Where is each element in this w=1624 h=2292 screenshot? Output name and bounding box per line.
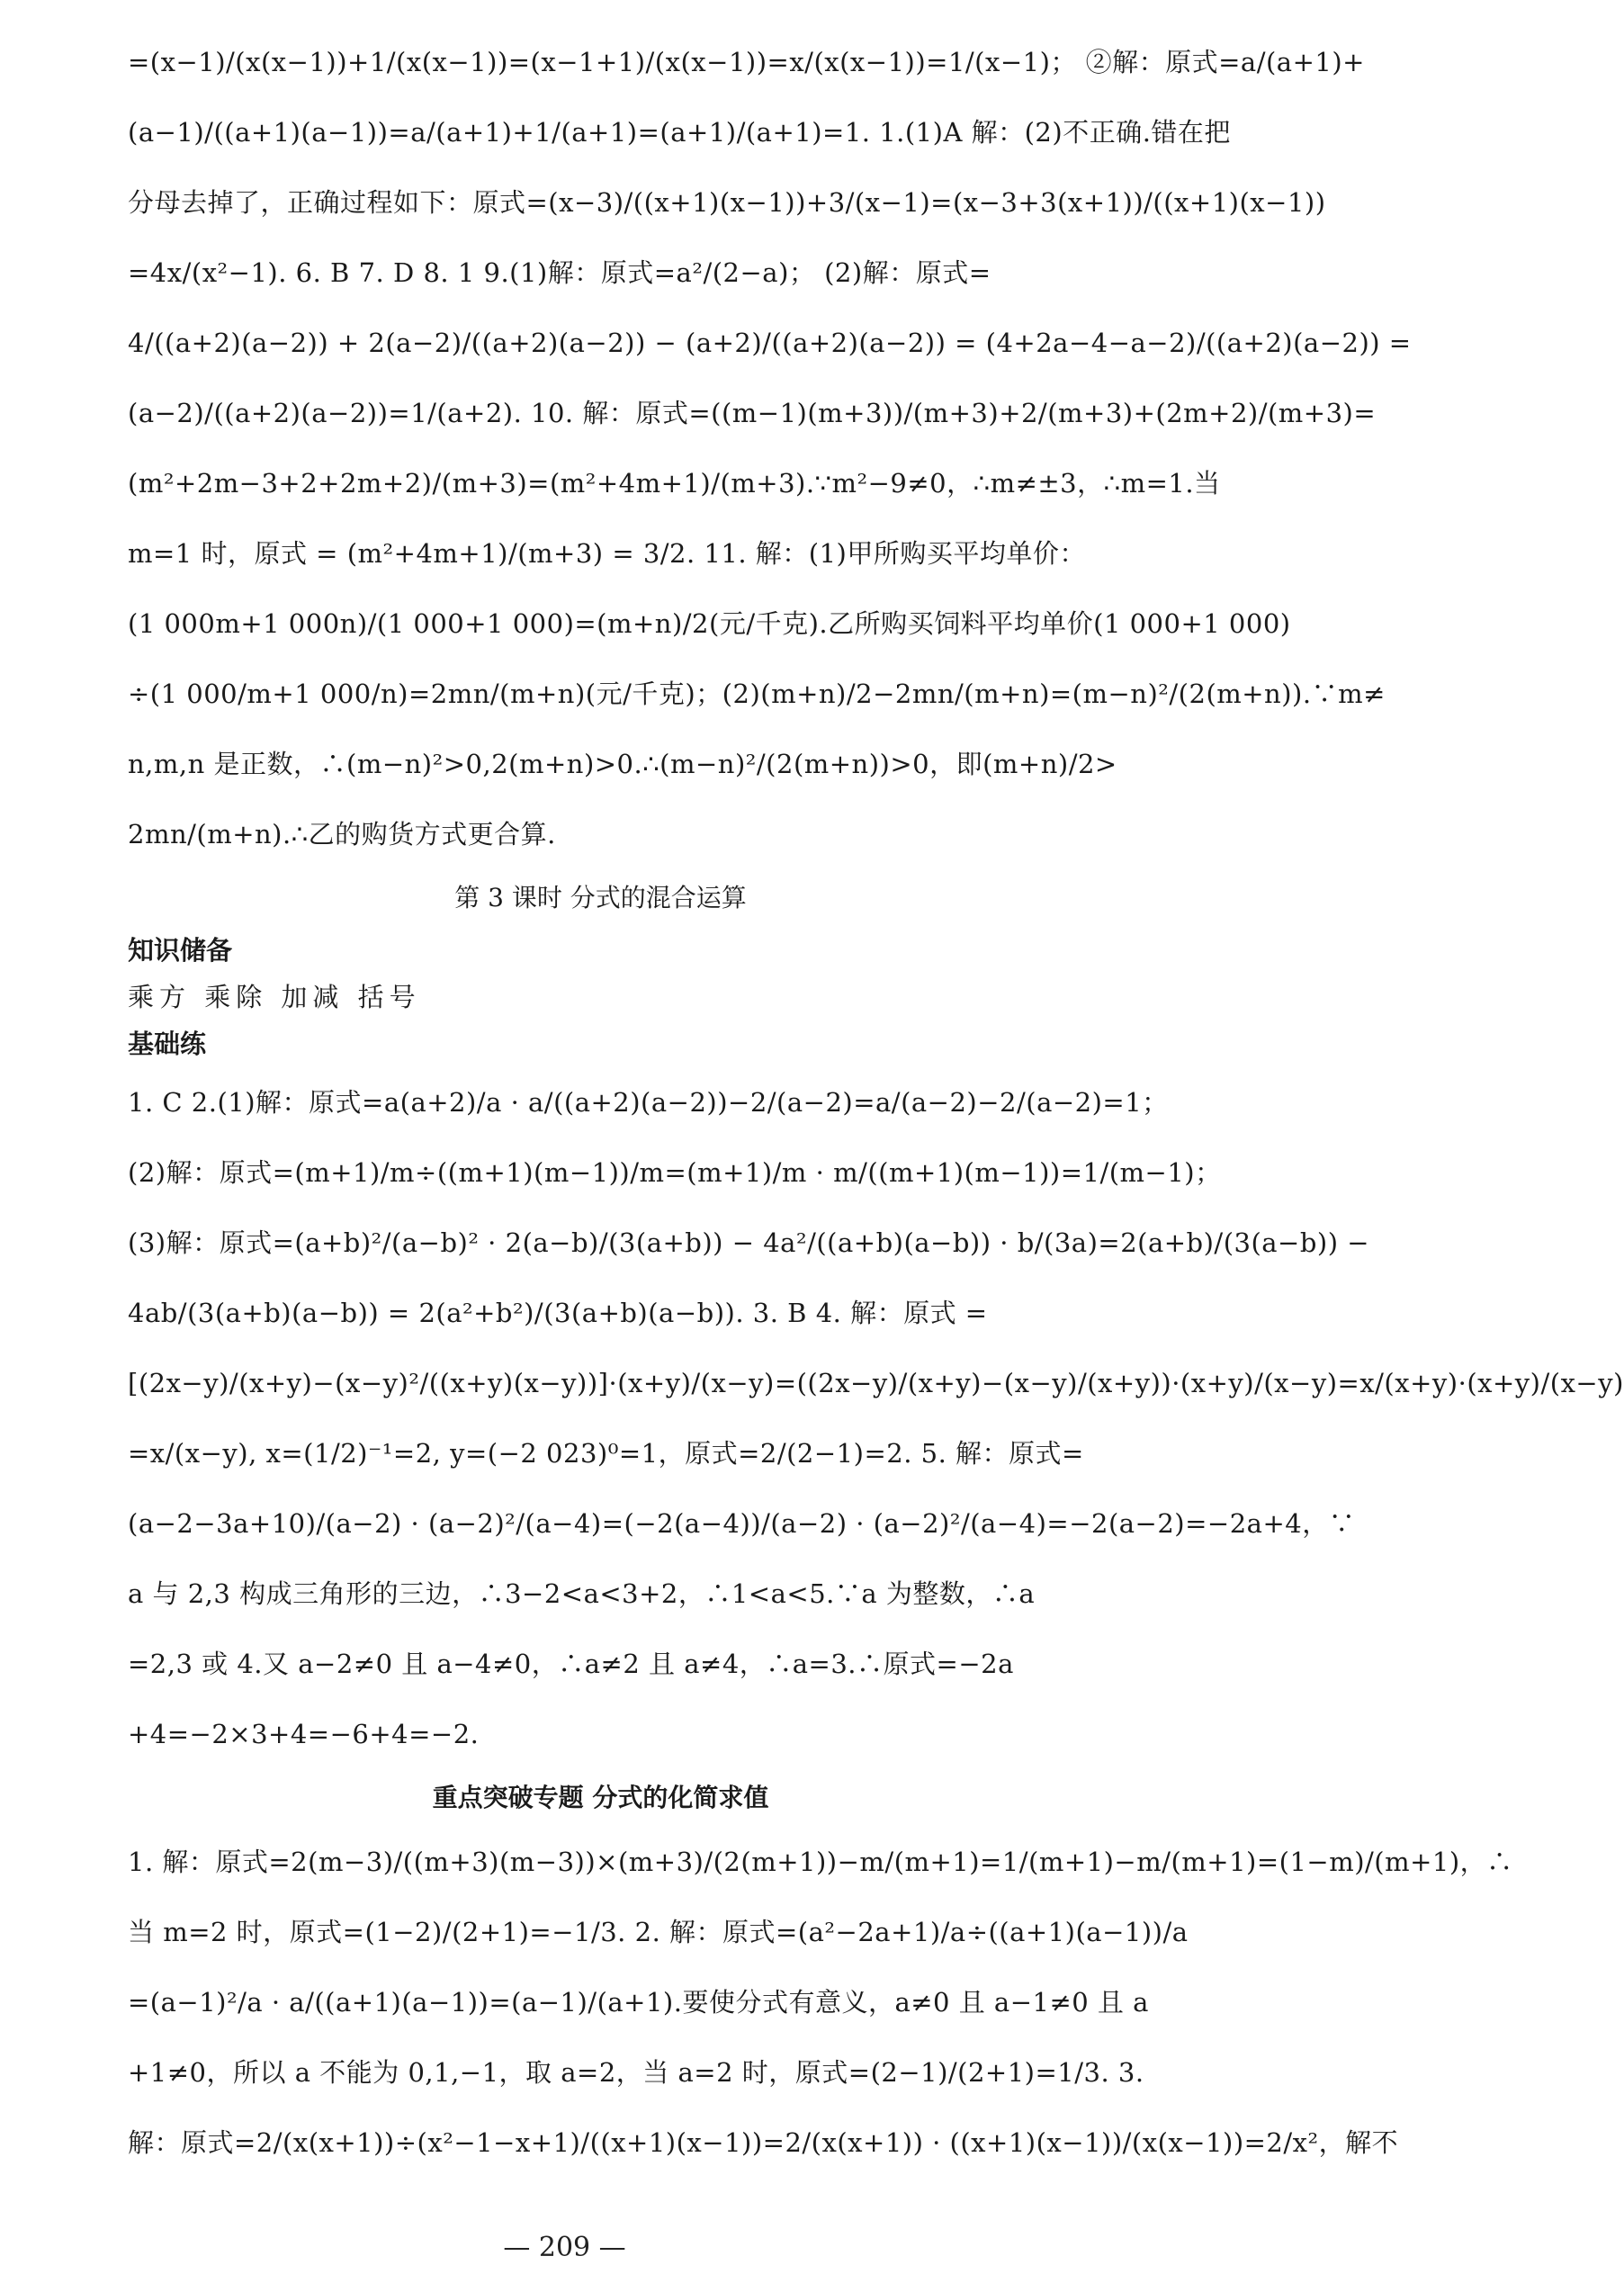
answer-line: m=1 时，原式 = (m²+4m+1)/(m+3) = 3/2. 11. 解：(1)甲所购买平均单价： bbox=[128, 538, 1086, 569]
answer-line: 解：原式=2/(x(x+1))÷(x²−1−x+1)/((x+1)(x−1))=2/(x(x+1)) · ((x+1)(x−1))/(x(x−1))=2/x²，解不 bbox=[128, 2127, 1399, 2158]
answer-line: =(a−1)²/a · a/((a+1)(a−1))=(a−1)/(a+1).要使分式有意义，a≠0 且 a−1≠0 且 a bbox=[128, 1987, 1149, 2018]
page-number: — 209 — bbox=[503, 2232, 626, 2263]
answer-line: (1 000m+1 000n)/(1 000+1 000)=(m+n)/2(元/千克).乙所购买饲料平均单价(1 000+1 000) bbox=[128, 608, 1291, 639]
answer-line: =4x/(x²−1). 6. B 7. D 8. 1 9.(1)解：原式=a²/(2−a)； (2)解：原式= bbox=[128, 257, 991, 288]
answer-line: +1≠0，所以 a 不能为 0,1,−1，取 a=2，当 a=2 时，原式=(2−1)/(2+1)=1/3. 3. bbox=[128, 2057, 1144, 2088]
answer-line: 1. C 2.(1)解：原式=a(a+2)/a · a/((a+2)(a−2))−2/(a−2)=a/(a−2)−2/(a−2)=1； bbox=[128, 1087, 1169, 1118]
answer-line: =x/(x−y), x=(1/2)⁻¹=2, y=(−2 023)⁰=1，原式=2/(2−1)=2. 5. 解：原式= bbox=[128, 1438, 1084, 1469]
answers-block-middle bbox=[128, 1067, 1624, 1769]
knowledge-answers: 乘方 乘除 加减 括号 bbox=[128, 982, 421, 1012]
answer-line: a 与 2,3 构成三角形的三边，∴3−2<a<3+2，∴1<a<5.∵a 为整数，∴a bbox=[128, 1578, 1036, 1609]
answer-line: 4/((a+2)(a−2)) + 2(a−2)/((a+2)(a−2)) − (a+2)/((a+2)(a−2)) = (4+2a−4−a−2)/((a+2)(a−2)) = bbox=[128, 328, 1412, 358]
basic-label: 基础练 bbox=[128, 1029, 207, 1059]
answer-line: =2,3 或 4.又 a−2≠0 且 a−4≠0，∴a≠2 且 a≠4，∴a=3.∴原式=−2a bbox=[128, 1649, 1014, 1679]
lesson-title: 第 3 课时 分式的混合运算 bbox=[454, 883, 747, 912]
answer-line: 1. 解：原式=2(m−3)/((m+3)(m−3))×(m+3)/(2(m+1))−m/(m+1)=1/(m+1)−m/(m+1)=(1−m)/(m+1)，∴ bbox=[128, 1847, 1513, 1877]
answer-line: (2)解：原式=(m+1)/m÷((m+1)(m−1))/m=(m+1)/m · m/((m+1)(m−1))=1/(m−1)； bbox=[128, 1157, 1222, 1188]
answer-line: =(x−1)/(x(x−1))+1/(x(x−1))=(x−1+1)/(x(x−1))=x/(x(x−1))=1/(x−1)； ②解：原式=a/(a+1)+ bbox=[128, 47, 1365, 77]
answer-line: (a−2)/((a+2)(a−2))=1/(a+2). 10. 解：原式=((m−1)(m+3))/(m+3)+2/(m+3)+(2m+2)/(m+3)= bbox=[128, 398, 1377, 428]
answer-line: +4=−2×3+4=−6+4=−2. bbox=[128, 1719, 480, 1749]
answer-line: 当 m=2 时，原式=(1−2)/(2+1)=−1/3. 2. 解：原式=(a²−2a+1)/a÷((a+1)(a−1))/a bbox=[128, 1917, 1189, 1947]
knowledge-label: 知识储备 bbox=[128, 935, 233, 966]
answer-line: [(2x−y)/(x+y)−(x−y)²/((x+y)(x−y))]·(x+y)/(x−y)=((2x−y)/(x+y)−(x−y)/(x+y))·(x+y)/(x−y)=x/(x+y)·(x+y)/(x−y) bbox=[128, 1368, 1624, 1398]
answer-line: ÷(1 000/m+1 000/n)=2mn/(m+n)(元/千克)；(2)(m+n)/2−2mn/(m+n)=(m−n)²/(2(m+n)).∵m≠ bbox=[128, 679, 1386, 709]
answer-line: n,m,n 是正数，∴(m−n)²>0,2(m+n)>0.∴(m−n)²/(2(m+n))>0，即(m+n)/2> bbox=[128, 749, 1117, 779]
special-topic-title: 重点突破专题 分式的化简求值 bbox=[432, 1783, 769, 1812]
answer-line: 2mn/(m+n).∴乙的购货方式更合算. bbox=[128, 819, 556, 849]
answer-line: 4ab/(3(a+b)(a−b)) = 2(a²+b²)/(3(a+b)(a−b)). 3. B 4. 解：原式 = bbox=[128, 1298, 988, 1328]
answers-block-bottom bbox=[128, 1827, 1513, 2178]
answer-line: (m²+2m−3+2+2m+2)/(m+3)=(m²+4m+1)/(m+3).∵m²−9≠0，∴m≠±3，∴m=1.当 bbox=[128, 468, 1221, 499]
answer-line: (3)解：原式=(a+b)²/(a−b)² · 2(a−b)/(3(a+b)) − 4a²/((a+b)(a−b)) · b/(3a)=2(a+b)/(3(a−b)) − bbox=[128, 1227, 1370, 1258]
answer-line: 分母去掉了，正确过程如下：原式=(x−3)/((x+1)(x−1))+3/(x−1)=(x−3+3(x+1))/((x+1)(x−1)) bbox=[128, 187, 1326, 218]
answer-line: (a−1)/((a+1)(a−1))=a/(a+1)+1/(a+1)=(a+1)/(a+1)=1. 1.(1)A 解：(2)不正确.错在把 bbox=[128, 117, 1231, 148]
answer-line: (a−2−3a+10)/(a−2) · (a−2)²/(a−4)=(−2(a−4))/(a−2) · (a−2)²/(a−4)=−2(a−2)=−2a+4，∵ bbox=[128, 1508, 1356, 1539]
answers-block-top bbox=[128, 27, 1412, 869]
